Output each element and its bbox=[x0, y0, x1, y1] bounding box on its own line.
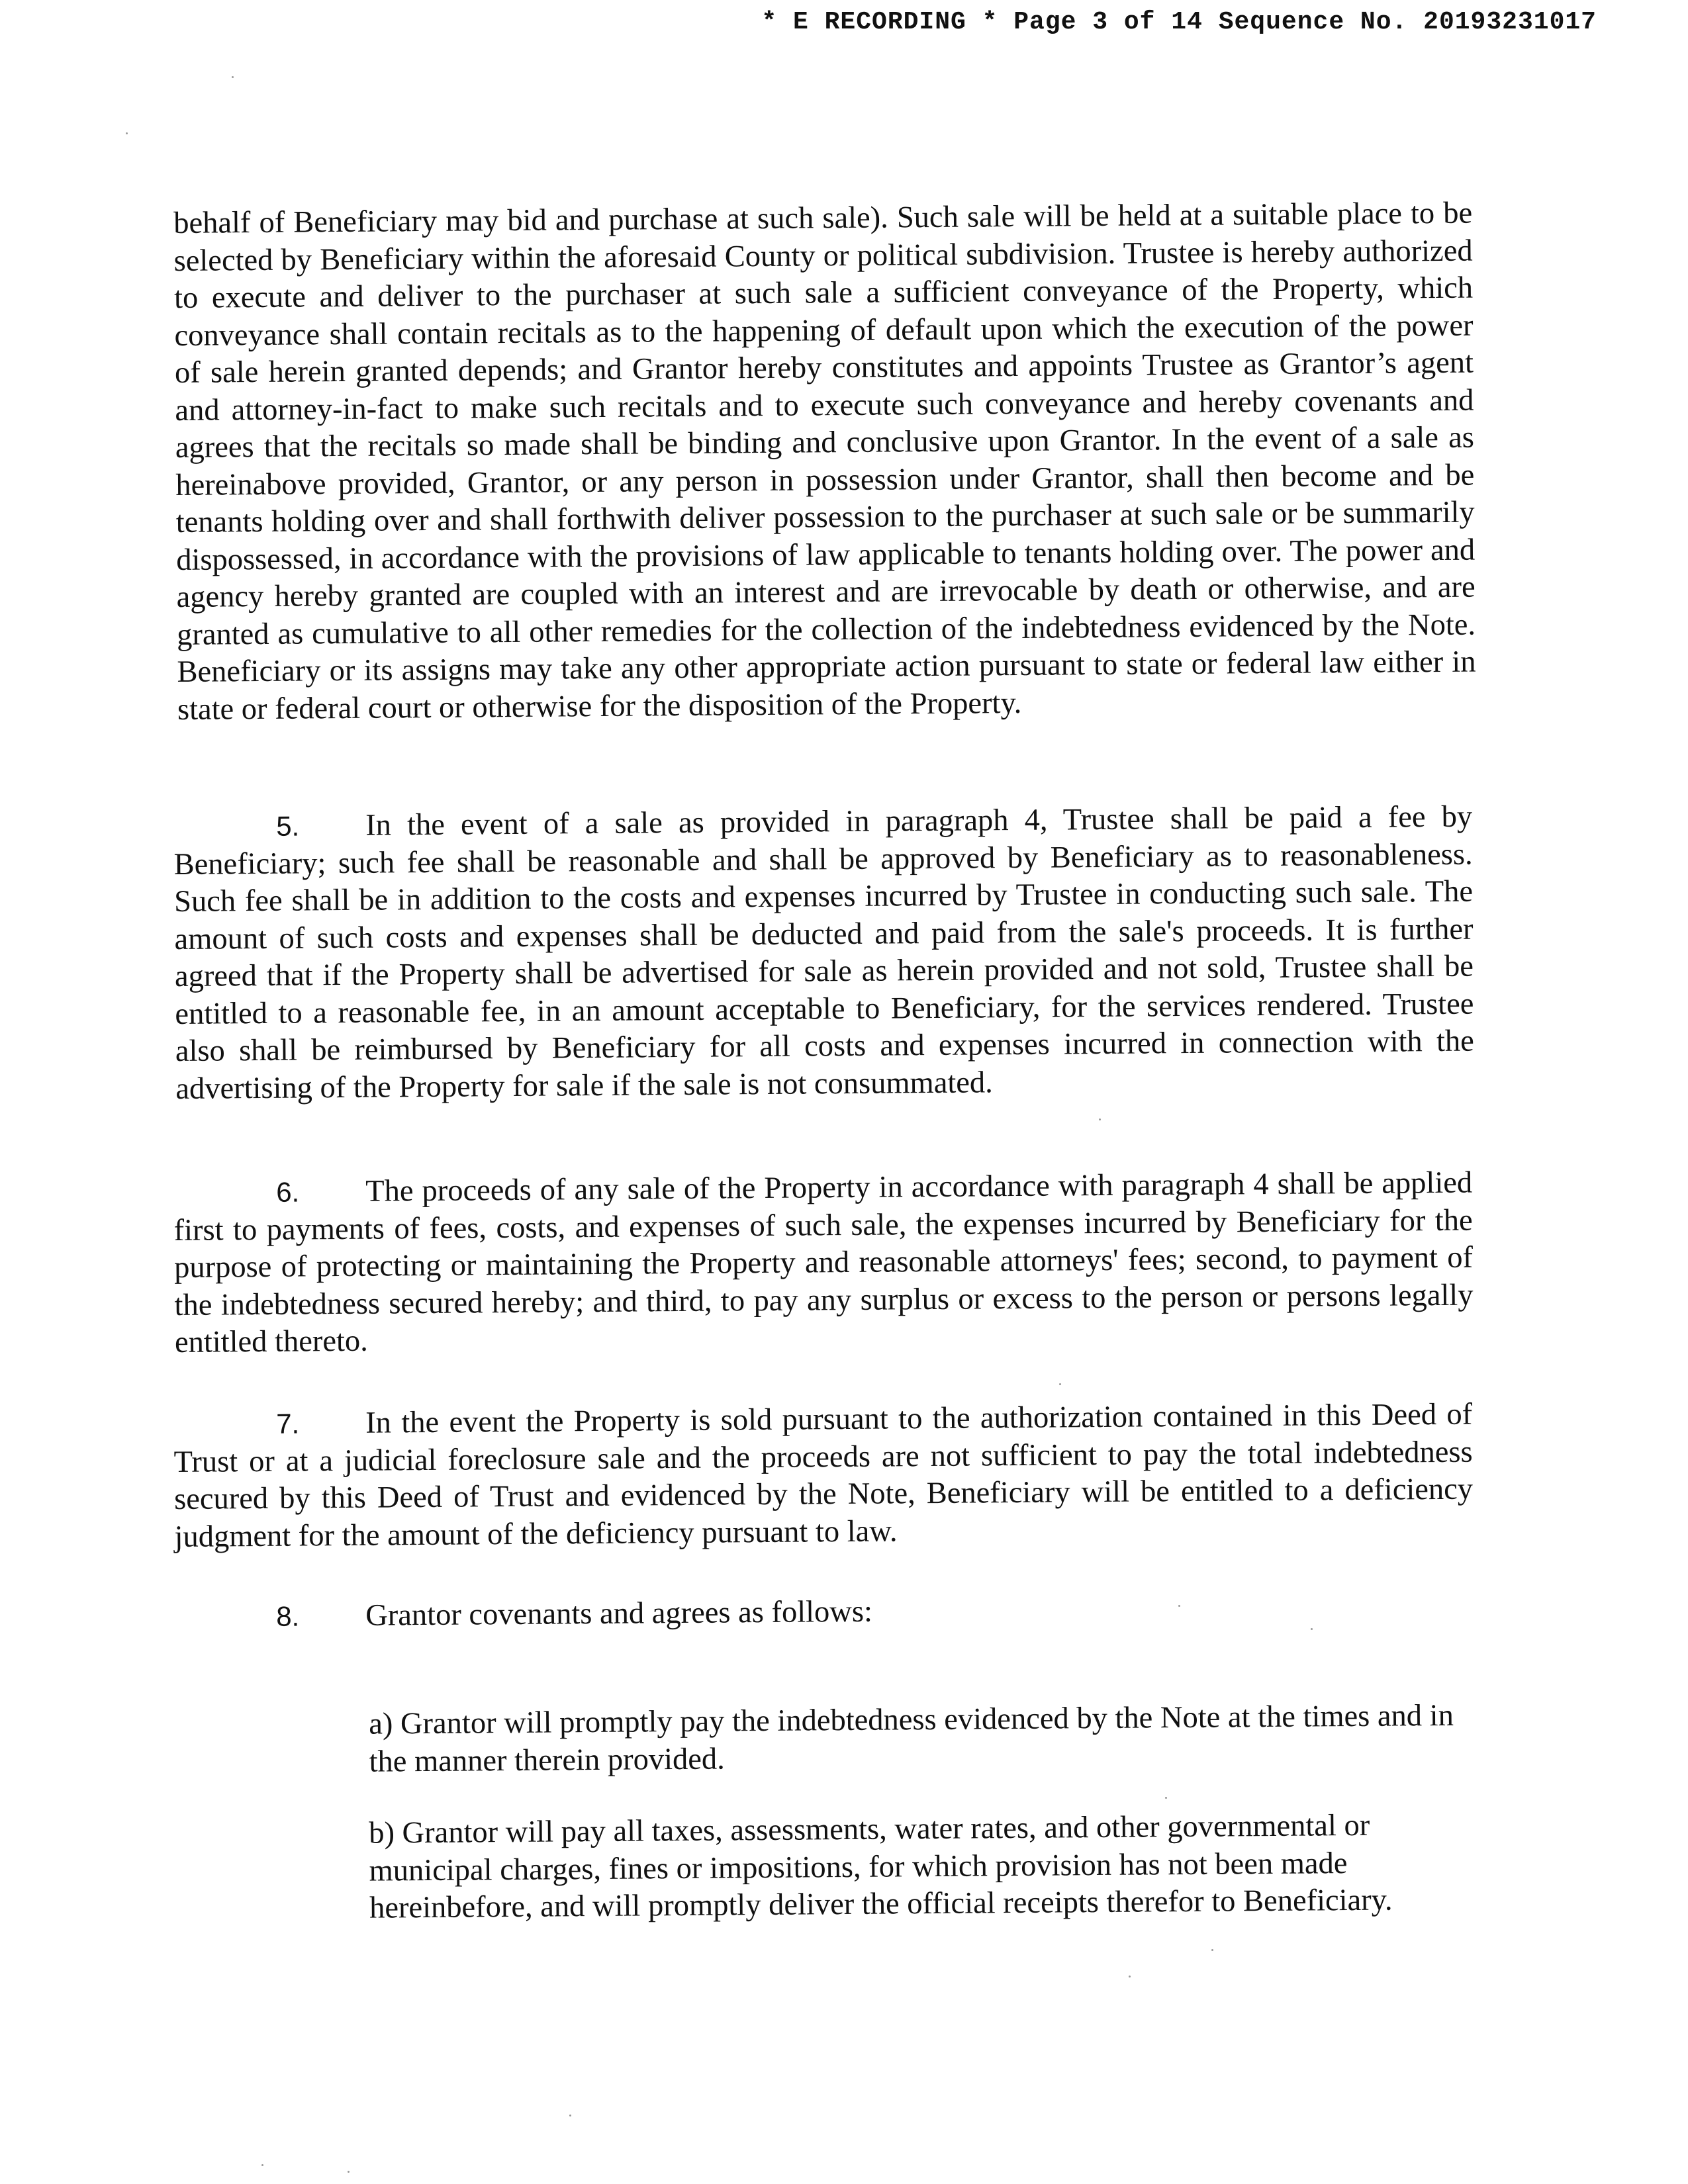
covenant-item-a bbox=[173, 1698, 1473, 1782]
paragraph-6 bbox=[173, 1165, 1474, 1362]
paragraph-8-number: 8. bbox=[276, 1600, 300, 1632]
scan-speck bbox=[232, 76, 234, 78]
paragraph-7 bbox=[173, 1396, 1474, 1556]
document-body bbox=[173, 195, 1476, 729]
scan-speck bbox=[569, 2115, 571, 2116]
scan-speck bbox=[126, 132, 128, 134]
covenant-item-a-text: a) Grantor will promptly pay the indebtedness evidenced by the Note at the times and in the manner therein provided. bbox=[369, 1698, 1454, 1779]
paragraph-6-number: 6. bbox=[276, 1176, 300, 1208]
paragraph-6-text: The proceeds of any sale of the Property in accordance with paragraph 4 shall be applied first to payments of fees, costs, and expenses of such sale, the expenses incurred by Beneficiary for the purpose of protecting or maintaining the Property and reasonable attorneys' fees; second, to payment of the indebtedness secured hereby; and third, to pay any surplus or excess to the person or persons legally entitled thereto. bbox=[173, 1165, 1474, 1359]
covenant-item-b bbox=[173, 1807, 1473, 1929]
paragraph-8 bbox=[173, 1589, 1472, 1637]
scan-speck bbox=[1059, 1383, 1061, 1385]
continuation-paragraph: behalf of Beneficiary may bid and purchase at such sale). Such sale will be held at a suitable place to be selected by Beneficiary within the aforesaid County or political subdivision. Trustee is hereby authorized to execute and deliver to the purchaser at such sale a sufficient conveyance of the Property, which conveyance shall contain recitals as to the happening of default upon which the execution of the power of sale herein granted depends; and Grantor hereby constitutes and appoints Trustee as Grantor’s agent and attorney-in-fact to make such recitals and to execute such conveyance and hereby covenants and agrees that the recitals so made shall be binding and conclusive upon Grantor. In the event of a sale as hereinabove provided, Grantor, or any person in possession under Grantor, shall then become and be tenants holding over and shall forthwith deliver possession to the purchaser at such sale or be summarily dispossessed, in accordance with the provisions of law applicable to tenants holding over. The power and agency hereby granted are coupled with an interest and are irrevocable by death or otherwise, and are granted as cumulative to all other remedies for the collection of the indebtedness evidenced by the Note. Beneficiary or its assigns may take any other appropriate action pursuant to state or federal law either in state or federal court or otherwise for the disposition of the Property. bbox=[173, 196, 1476, 727]
paragraph-7-text: In the event the Property is sold pursuant to the authorization contained in this Deed of Trust or at a judicial foreclosure sale and the proceeds are not sufficient to pay the total indebtedness secured by this Deed of Trust and evidenced by the Note, Beneficiary will be entitled to a deficiency judgment for the amount of the deficiency pursuant to law. bbox=[173, 1397, 1474, 1554]
paragraph-5-text: In the event of a sale as provided in paragraph 4, Trustee shall be paid a fee by Beneficiary; such fee shall be reasonable and shall be approved by Beneficiary as to reasonableness. Such fee shall be in addition to the costs and expenses incurred by Trustee in conducting such sale. The amount of such costs and expenses shall be deducted and paid from the sale's proceeds. It is further agreed that if the Property shall be advertised for sale as herein provided and not sold, Trustee shall be entitled to a reasonable fee, in an amount acceptable to Beneficiary, for the services rendered. Trustee also shall be reimbursed by Beneficiary for all costs and expenses incurred in connection with the advertising of the Property for sale if the sale is not consummated. bbox=[173, 799, 1475, 1106]
covenant-item-b-text: b) Grantor will pay all taxes, assessments, water rates, and other governmental or municipal charges, fines or impositions, for which provision has not been made hereinbefore, and will promptly deliver the official receipts therefor to Beneficiary. bbox=[369, 1808, 1393, 1925]
scan-speck bbox=[261, 2164, 263, 2166]
paragraph-8-text: Grantor covenants and agrees as follows: bbox=[365, 1594, 873, 1633]
scan-speck bbox=[1178, 1605, 1180, 1607]
scan-speck bbox=[1129, 1976, 1131, 1978]
scan-speck bbox=[1165, 1797, 1167, 1799]
scan-speck bbox=[1099, 1118, 1101, 1120]
paragraph-7-number: 7. bbox=[276, 1408, 300, 1439]
paragraph-5 bbox=[173, 799, 1474, 1108]
scan-speck bbox=[1211, 1949, 1213, 1951]
paragraph-5-number: 5. bbox=[276, 810, 300, 842]
recording-header: * E RECORDING * Page 3 of 14 Sequence No. 20193231017 bbox=[761, 8, 1597, 36]
scan-speck bbox=[1311, 1628, 1313, 1630]
scan-speck bbox=[348, 2171, 350, 2173]
